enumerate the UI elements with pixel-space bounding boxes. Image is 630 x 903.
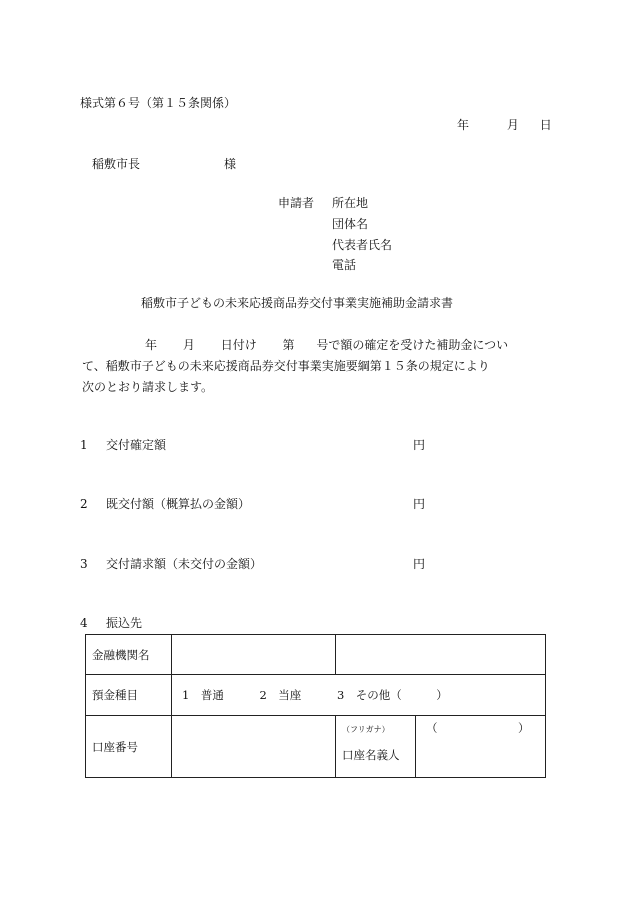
applicant-organization-label: 団体名 [332,217,369,231]
item-label: 交付確定額 [106,438,167,452]
date-day: 日 [539,118,552,132]
item-label: 既交付額（概算払の金額） [106,497,251,511]
deposit-type-checking[interactable]: 2 当座 [259,688,302,702]
deposit-type-other[interactable]: 3 その他（ ） [336,688,448,702]
account-number-label: 口座番号 [86,716,172,778]
document-title: 稲敷市子どもの未来応援商品券交付事業実施補助金請求書 [141,296,454,310]
form-number: 様式第６号（第１５条関係） [80,96,237,110]
institution-branch-field[interactable] [336,635,546,675]
item-transfer-destination [80,617,142,629]
item-number: 1 [80,438,88,452]
applicant-phone-label: 電話 [332,258,357,272]
bank-account-table [85,634,546,778]
institution-field[interactable] [172,635,336,675]
body-line-1 [145,339,508,351]
item-requested-amount [80,558,262,570]
yen-unit: 円 [413,497,426,511]
body-year: 年 [145,338,158,352]
item-already-paid [80,498,250,510]
item-number: 2 [80,497,88,511]
yen-unit: 円 [413,438,426,452]
date-line [457,119,552,131]
body-line1-rest: 号で額の確定を受けた補助金につい [316,338,509,352]
date-month: 月 [506,118,519,132]
furigana-label: （フリガナ） [342,725,390,734]
addressee [92,158,236,170]
deposit-type-options[interactable] [172,675,546,716]
date-year: 年 [457,118,470,132]
account-holder-label-cell [336,716,416,778]
body-line-3: 次のとおり請求します。 [82,380,214,394]
institution-label: 金融機関名 [86,635,172,675]
account-holder-paren: （ ） [426,721,530,735]
addressee-honorific: 様 [224,157,237,171]
body-line-2: て、稲敷市子どもの未来応援商品券交付事業実施要綱第１５条の規定により [82,359,490,373]
account-number-field[interactable] [172,716,336,778]
item-grant-confirmed [80,439,166,451]
deposit-type-label: 預金種目 [86,675,172,716]
item-label: 交付請求額（未交付の金額） [106,557,263,571]
addressee-name: 稲敷市長 [92,157,141,171]
body-dai: 第 [282,338,295,352]
account-holder-field[interactable] [416,716,546,778]
body-month: 月 [182,338,195,352]
item-label: 振込先 [106,616,143,630]
yen-unit: 円 [413,557,426,571]
applicant-address-label: 所在地 [332,196,369,210]
applicant-representative-label: 代表者氏名 [332,238,393,252]
item-number: 3 [80,557,88,571]
item-number: 4 [80,616,88,630]
applicant-label: 申請者 [278,196,315,210]
account-holder-label: 口座名義人 [342,748,400,762]
deposit-type-ordinary[interactable]: 1 普通 [182,688,224,702]
body-date-suffix: 日付け [220,338,257,352]
